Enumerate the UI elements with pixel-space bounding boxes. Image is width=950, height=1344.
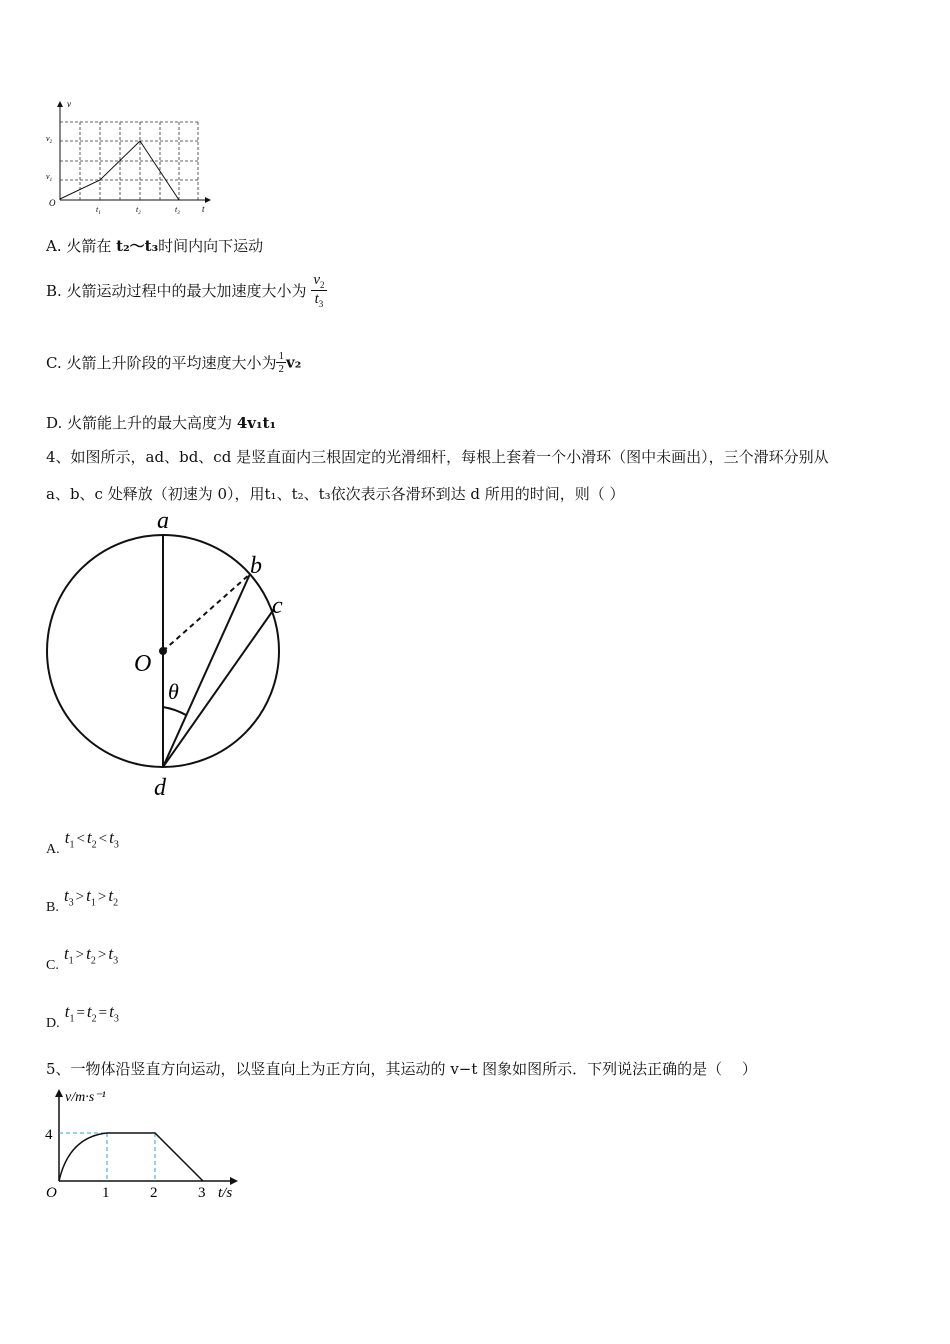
q5-ytick-4: 4 bbox=[45, 1127, 53, 1143]
q4-option-c: C. $t_1 > t_2 > t_3$ bbox=[46, 944, 119, 973]
q5-vt-line bbox=[59, 1133, 203, 1181]
q3-option-b-prefix: B. 火箭运动过程中的最大加速度大小为 bbox=[46, 282, 307, 300]
q4-option-c-label: C. bbox=[46, 958, 59, 973]
q3-ytick-v1: $v_1$ bbox=[46, 172, 53, 183]
q4-rod-cd bbox=[163, 609, 274, 767]
q3-y-axis-label: v bbox=[67, 99, 71, 109]
q3-grid bbox=[60, 122, 198, 200]
q4-center-dot bbox=[159, 647, 167, 655]
q4-option-a-label: A. bbox=[46, 842, 60, 857]
q5-xtick-2: 2 bbox=[150, 1185, 158, 1201]
q3-xtick-t2: $t_2$ bbox=[136, 205, 141, 216]
q3-option-b bbox=[46, 272, 327, 309]
q3-origin: O bbox=[49, 198, 56, 208]
q4-rod-bd bbox=[163, 574, 250, 767]
q3-option-a-math: t₂～t₃ bbox=[116, 237, 159, 255]
q3-ytick-v2: $v_2$ bbox=[46, 134, 53, 145]
q3-option-d bbox=[46, 412, 276, 433]
q4-option-b-label: B. bbox=[46, 900, 59, 915]
q3-option-a-prefix: A. 火箭在 bbox=[46, 237, 117, 255]
q4-option-a: A. $t_1 < t_2 < t_3$ bbox=[46, 828, 119, 857]
q3-xtick-t3: $t_3$ bbox=[175, 205, 180, 216]
q4-option-d: D. $t_1 = t_2 = t_3$ bbox=[46, 1002, 119, 1031]
q4-circle-figure bbox=[40, 505, 300, 805]
q5-xtick-3: 3 bbox=[198, 1185, 206, 1201]
q3-x-axis-label: t bbox=[202, 204, 205, 214]
q3-option-c bbox=[46, 350, 301, 375]
q3-option-a bbox=[46, 235, 263, 256]
q4-option-d-label: D. bbox=[46, 1016, 60, 1031]
q4-angle-arc bbox=[163, 707, 186, 715]
q4-stem-line1: 4、如图所示，ad、bd、cd 是竖直面内三根固定的光滑细杆，每根上套着一个小滑环（图中未画出），三个滑环分别从 bbox=[46, 448, 829, 466]
q3-xtick-t1: $t_1$ bbox=[96, 205, 101, 216]
q3-vt-line bbox=[60, 141, 179, 200]
q3-option-b-fraction: $\frac{v_2}{t_3}$ bbox=[313, 272, 325, 309]
q3-option-c-fraction: $\frac{1}{2}$ bbox=[278, 350, 284, 375]
q4-radius-ob bbox=[163, 574, 250, 651]
q5-x-label: t/s bbox=[218, 1185, 233, 1201]
q5-vt-graph bbox=[40, 1085, 250, 1210]
q3-option-c-suffix: v₂ bbox=[285, 353, 302, 372]
q4-label-a: a bbox=[157, 508, 169, 534]
q4-label-d: d bbox=[154, 775, 166, 801]
q4-stem-line2: a、b、c 处释放（初速为 0），用t₁、t₂、t₃依次表示各滑环到达 d 所用的时间，则（ ） bbox=[46, 485, 625, 503]
q3-option-c-prefix: C. 火箭上升阶段的平均速度大小为 bbox=[46, 354, 277, 372]
q5-stem: 5、一物体沿竖直方向运动，以竖直向上为正方向，其运动的 v−t 图象如图所示．下列说法正确的是（ ） bbox=[46, 1060, 757, 1078]
q4-label-theta: θ bbox=[168, 679, 179, 704]
q4-option-b: B. $t_3 > t_1 > t_2$ bbox=[46, 886, 119, 915]
q4-label-b: b bbox=[250, 553, 262, 579]
q5-origin: O bbox=[46, 1185, 57, 1201]
q3-option-d-math: 4v₁t₁ bbox=[236, 414, 277, 432]
q5-xtick-1: 1 bbox=[102, 1185, 110, 1201]
q3-option-a-suffix: 时间内向下运动 bbox=[158, 237, 264, 255]
q4-label-o: O bbox=[134, 651, 152, 677]
q4-label-c: c bbox=[272, 593, 283, 619]
q3-option-d-prefix: D. 火箭能上升的最大高度为 bbox=[46, 414, 237, 432]
q3-vt-graph bbox=[40, 95, 220, 225]
q5-y-label: v/m·s⁻¹ bbox=[65, 1090, 106, 1105]
